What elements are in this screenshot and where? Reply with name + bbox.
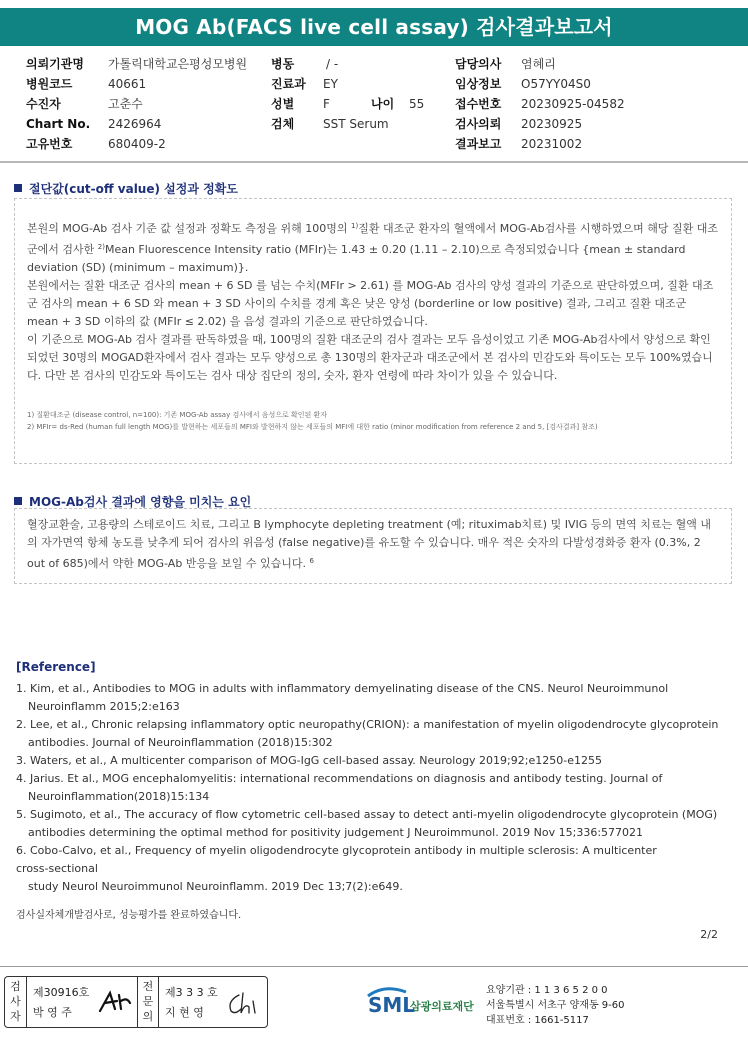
dept-value: EY <box>323 77 338 91</box>
section1-box <box>14 198 732 464</box>
hospital-label: 의뢰기관명 <box>26 57 84 71</box>
tester-info <box>33 983 89 1023</box>
tester-name: 박 영 주 <box>33 1006 72 1019</box>
section2-paragraph: 혈장교환술, 고용량의 스테로이드 치료, 그리고 B lymphocyte depleting treatment (예; rituximab치료) 및 IVIG 등의 면역 치료는 혈액 내의 자가면역 항체 농도를 낮추게 되어 검사의 위음성 (false negative)를 유도할 수 있습니다. 매우 적은 숫자의 다발성경화증 환자 (0.3%, 2 out of 685)에서 약한 MOG-Ab 반응을 보일 수 있습니다. $^6$ <box>27 518 711 570</box>
reference-title: [Reference] <box>16 660 96 674</box>
reference-item-4-cont: Neuroinflammation(2018)15:134 <box>28 790 210 803</box>
validation-note: 검사실자체개발검사로, 성능평가를 완료하였습니다. <box>16 910 242 921</box>
reference-item-6: 6. Cobo-Calvo, et al., Frequency of myelin oligodendrocyte glycoprotein antibody in multiple sclerosis: A multicenter <box>16 844 657 857</box>
ward-value: / - <box>326 57 339 71</box>
reference-item-5-cont: antibodies determining the optimal method for positivity judgement J Neuroimmunol. 2019 Nov 15;336:577021 <box>28 826 644 839</box>
reference-item-5: 5. Sugimoto, et al., The accuracy of flow cytometric cell-based assay to detect anti-myelin oligodendrocyte glycoprotein (MOG) <box>16 808 718 821</box>
footer-divider <box>0 966 748 967</box>
chart-label: Chart No. <box>26 117 91 131</box>
info-column-1 <box>26 54 248 154</box>
doctor-value: 염혜리 <box>521 57 556 71</box>
result-label: 결과보고 <box>455 137 502 151</box>
reference-item-2: 2. Lee, et al., Chronic relapsing inflammatory optic neuropathy(CRION): a manifestation of myelin oligodendrocyte glycoprotein <box>16 718 719 731</box>
org-name: 삼광의료재단 <box>410 1000 474 1013</box>
dept-label: 진료과 <box>271 77 306 91</box>
page-number: 2/2 <box>700 928 718 941</box>
clinical-value: O57YY04S0 <box>521 77 591 91</box>
reference-item-1: 1. Kim, et al., Antibodies to MOG in adults with inflammatory demyelinating disease of the CNS. Neurol Neuroimmunol <box>16 682 669 695</box>
reference-item-6-cont: cross-sectional <box>16 862 98 875</box>
specimen-label: 검체 <box>271 117 295 131</box>
code-value: 40661 <box>108 77 147 91</box>
reference-item-3: 3. Waters, et al., A multicenter comparison of MOG-IgG cell-based assay. Neurology 2019;92;e1250-e1255 <box>16 754 602 767</box>
org-code: 요양기관 : 1 1 3 6 5 2 0 0 <box>486 985 608 996</box>
tester-vertical-label: 검 사 자 <box>5 977 27 1027</box>
section2-title: MOG-Ab검사 결과에 영향을 미치는 요인 <box>14 493 251 510</box>
specialist-name: 지 현 영 <box>165 1006 204 1019</box>
age-label: 나이 <box>371 97 395 111</box>
org-phone: 대표번호 : 1661-5117 <box>486 1015 589 1026</box>
code-label: 병원코드 <box>26 77 73 91</box>
patient-value: 고춘수 <box>108 97 143 111</box>
request-value: 20230925 <box>521 117 583 131</box>
specialist-license-no: 제3 3 3 호 <box>165 986 218 999</box>
doctor-label: 담당의사 <box>455 57 502 71</box>
specialist-signature <box>225 989 261 1017</box>
report-title: MOG Ab(FACS live cell assay) 검사결과보고서 <box>0 8 748 46</box>
reference-item-6-cont2: study Neurol Neuroimmunol Neuroinflamm. 2019 Dec 13;7(2):e649. <box>28 880 403 893</box>
reference-item-2-cont: antibodies. Journal of Neuroinflammation (2018)15:302 <box>28 736 333 749</box>
info-column-3 <box>455 54 625 154</box>
section2-box <box>14 508 732 584</box>
header-divider <box>0 161 748 163</box>
bullet-square-icon <box>14 497 22 505</box>
tester-license-no: 제30916호 <box>33 986 90 999</box>
section1-paragraph-3: 이 기준으로 MOG-Ab 검사 결과를 판독하였을 때, 100명의 질환 대조군의 검사 결과는 모두 음성이었고 기존 MOG-Ab검사에서 양성으로 확인되었던 30명의 MOGAD환자에서 검사 결과는 모두 양성으로 총 130명의 환자군과 대조군에서 본 검사의 민감도와 특이도는 모두 100%였습니다. 다만 본 검사의 민감도와 특이도는 검사 대상 집단의 정의, 숫자, 환자 연령에 따라 차이가 있을 수 있습니다. <box>27 333 713 382</box>
ward-label: 병동 <box>271 57 295 71</box>
request-label: 검사의뢰 <box>455 117 502 131</box>
footnote-2: 2) MFIr= ds-Red (human full length MOG)를 발현하는 세포들의 MFI와 발현하지 않는 세포들의 MFI에 대한 ratio (minor modification from reference 2 and 5, [검사결과] 참조) <box>27 423 598 431</box>
signature-box <box>4 976 268 1028</box>
section1-title: 절단값(cut-off value) 설정과 정확도 <box>14 180 238 197</box>
bullet-square-icon <box>14 184 22 192</box>
specimen-value: SST Serum <box>323 117 389 131</box>
org-info <box>486 983 625 1028</box>
patient-info-panel <box>0 54 748 154</box>
chart-value: 2426964 <box>108 117 162 131</box>
sml-logo <box>366 984 482 1024</box>
sml-logo-icon <box>366 984 482 1020</box>
tester-signature <box>97 987 133 1017</box>
sex-label: 성별 <box>271 97 295 111</box>
unique-label: 고유번호 <box>26 137 73 151</box>
reference-item-4: 4. Jarius. Et al., MOG encephalomyelitis: international recommendations on diagnosis and antibody testing. Journal of <box>16 772 663 785</box>
info-column-2 <box>271 54 425 134</box>
result-value: 20231002 <box>521 137 583 151</box>
reference-list <box>16 680 736 896</box>
reference-item-1-cont: Neuroinflamm 2015;2:e163 <box>28 700 180 713</box>
footnote-1: 1) 질환대조군 (disease control, n=100): 기존 MOG-Ab assay 검사에서 음성으로 확인된 환자 <box>27 411 328 419</box>
age-value: 55 <box>409 97 425 111</box>
org-address: 서울특별시 서초구 양재동 9-60 <box>486 1000 625 1011</box>
sex-value: F <box>323 97 330 111</box>
section1-paragraph-2: 본원에서는 질환 대조군 검사의 mean + 6 SD 를 넘는 수치(MFIr > 2.61) 를 MOG-Ab 검사의 양성 결과의 기준으로 판단하였으며, 질환 대조군 검사의 mean + 6 SD 와 mean + 3 SD 사이의 수치를 경계 혹은 낮은 양성 (borderline or low positive) 결과, 그리고 질환 대조군 mean + 3 SD 이하의 값 (MFIr ≤ 2.02) 을 음성 결과의 기준으로 판단하였습니다. <box>27 279 714 328</box>
receipt-value: 20230925-04582 <box>521 97 625 111</box>
patient-label: 수진자 <box>26 97 61 111</box>
unique-value: 680409-2 <box>108 137 166 151</box>
receipt-label: 접수번호 <box>455 97 502 111</box>
logo-text: SML <box>368 993 416 1017</box>
specialist-vertical-label: 전 문 의 <box>137 977 159 1027</box>
specialist-info <box>165 983 218 1023</box>
hospital-value: 가톨릭대학교은평성모병원 <box>108 57 248 71</box>
clinical-label: 임상정보 <box>455 77 502 91</box>
section1-paragraph-1: 본원의 MOG-Ab 검사 기준 값 설정과 정확도 측정을 위해 100명의 $^{1)}$질환 대조군 환자의 혈액에서 MOG-Ab검사를 시행하였으며 해당 질환 대조군에서 검사한 $^{2)}$Mean Fluorescence Intensity ratio (MFIr)는 1.43 ± 0.20 (1.11 – 2.10)으로 측정되었습니다 {mean ± standard deviation (SD) (minimum – maximum)}. <box>27 222 718 274</box>
